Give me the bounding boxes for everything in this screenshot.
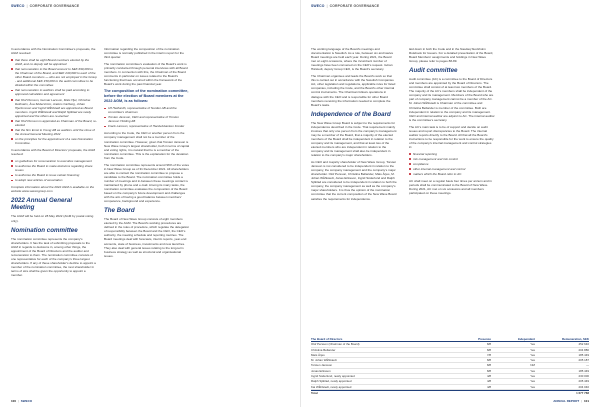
audit-tasks-text: The AC's main task is to be of support and decide on audit issues and report discrepancies to the Board. The internal auditor reports directly to the Board. All that all the Board's instructions to be responsible for the work to ensure the quality of the company's internal management and control strategies in: (409, 124, 494, 149)
list-item: on the principles for the appointment of a new Nomination Committee. (11, 137, 97, 145)
audit-areas-list (409, 152, 495, 176)
code-deviation-text: According to the Code, the CEO or another person from the company management shall not be a member of the nomination committee. However, given that Torsten Jansson is New Wave Group's largest shareholder, both in terms of capital and voting rights, it is natural that he is a member of the nomination committee. This is the explanation for the deviation from the Code. (104, 131, 190, 160)
table-cell: 452 640 (578, 342, 589, 347)
footer-separator: | (18, 398, 19, 403)
footer-report: ANNUAL REPORT (553, 398, 580, 403)
section-title: CORPORATE GOVERNANCE (329, 4, 380, 8)
column-header: Remuneration, SEK (562, 337, 589, 341)
column-header: The Board of Directors (311, 337, 343, 341)
board-proposals-list (11, 159, 97, 182)
list-item: compliance (409, 162, 495, 166)
nomination-committee-heading: Nomination committee (11, 226, 78, 234)
page-header (11, 4, 79, 8)
nomination-votes-text: The nomination committee represents around 96% of the votes in New Wave Group as of 31 December 2021. All shareholders are able to contact the nomination committee to propose a candidate to the Board. The nomination committee holds a number of meetings and in-between these meetings contact is maintained by phone and e-mail. Among its many tasks, the nomination committee evaluates the composition of the Board based on the company's future development and challenges with the aim of having a good balance between members' competence, background and experience. (104, 162, 190, 204)
table-cell: 7/8 (486, 352, 491, 357)
independence-requirements-text: The New Wave Group Board is subject to the requirements for independence described in the Code. That requirement mainly involves that only one person from the company's management may be a member of the Board, that a majority of the elected members of the Board shall be independent in relation to the company and its management, and that at least two of the elected members who are independent in relation to the company and its management shall also be independent in relation to the company's major shareholders. (311, 120, 397, 158)
table-cell: 204 040 (578, 384, 589, 389)
table-cell: 8/8 (486, 358, 491, 363)
table-cell: Yes (530, 374, 535, 379)
table-cell: 204 880 (578, 347, 589, 352)
committee-members-list (104, 106, 190, 128)
table-cell: 4/8 (486, 384, 491, 389)
right-column-2 (409, 47, 589, 198)
nomination-info-text: Information regarding the composition of the nomination committee is normally published in the interim report for the third quarter. (104, 47, 184, 60)
table-cell: Yes (530, 379, 535, 384)
table-cell: M. Johan Wåhlstedt (311, 358, 337, 363)
list-item: that remuneration to the Board amount to SEK 690,000 to the Chairman of the Board, and SEK 230,000 to each of the other Board members — who are not employed in the Group - and additional SEK 150,000 to the audit committee to be divided within the committee (11, 67, 97, 87)
table-total-row (311, 390, 589, 395)
agm-resolutions-list (11, 58, 97, 145)
board-table (311, 337, 589, 395)
table-cell: Kai Wåhlstedt, newly appointed (311, 384, 352, 389)
board-language-text: The working language of the Board's meetings and documentation is Swedish. As a rule, between six and twelve Board meetings are held each year. During 2021, the Board met on eight occasions, where the incumbent number of meetings have been convened on the CEO's request. Göran Härstedt, deputy Group CEO, is the Board's secretary. (311, 47, 394, 72)
table-cell: Jonas Eriksson (311, 368, 331, 373)
table-cell: 8/8 (486, 368, 491, 373)
brand-name: SWECO (11, 4, 25, 8)
table-cell: Christina Bellander (311, 347, 336, 352)
right-page (300, 0, 600, 407)
nomination-evaluation-text: The nomination committee's evaluation of the Board's work is primarily conducted through personal interviews with all Board members. In connection with this, the Chairman of the Board comments in particular on issues related to the Board's functioning that have occurred within the framework of the Board's work during the past financial year. (104, 62, 188, 87)
left-column-1 (11, 47, 97, 280)
list-item: other internal management and control (409, 167, 495, 171)
list-item: Ulf Hedlundh, representative of Nordier AB and the committee's chairman (104, 106, 190, 114)
audit-committee-heading: Audit committee (409, 67, 458, 75)
independence-heading: Independence of the Board (311, 110, 391, 118)
list-item: to authorise the Board to issue certain financing (11, 173, 97, 177)
table-cell: Torsten Jansson (311, 363, 333, 368)
list-item: that remuneration to auditors shall be paid according to approved calculation and agreement (11, 88, 97, 96)
list-item: Frank Larsson, representative of Handelsbanken Fonder (104, 124, 190, 128)
list-item: to authorise the Board to make decisions regarding share issues (11, 164, 97, 172)
left-column-2 (104, 47, 190, 261)
table-cell: Yes (530, 352, 535, 357)
right-column-1 (311, 47, 397, 204)
board-heading: The Board (104, 207, 135, 215)
table-cell: Mats Årjes (311, 352, 325, 357)
header-separator: | (26, 4, 28, 8)
list-item: matters which the Board refer to AC. (409, 172, 495, 176)
table-cell: 185 449 (578, 368, 589, 373)
list-item: that Olof Persson is appointed as Chairman of the Board, re-elected (11, 119, 97, 127)
table-cell: 185 449 (578, 352, 589, 357)
footer-separator: | (581, 398, 582, 403)
list-item: financial reporting (409, 152, 495, 156)
total-value: 1 677 768 (576, 390, 589, 395)
audit-committee-text: Audit committee (AC) is a committee to the Board of Directors and members are appointed by the Board of Directors. The committee shall consist of at least two members of the Board. The majority of the AC's members shall be independent of the company and its management. Members of the Board who are part of company management cannot be a member of the AC. M. Johan Wåhlstedt is Chairman of the committee and Christina Bellander is member of the committee. Both are independent in relation to the company and its management. CEO and internal auditor are adjunct to AC. The internal auditor is the committee's secretary. (409, 77, 495, 122)
list-item: that the firm Ernst & Young AB as auditors until the close of the Annual General Meeting 2022 (11, 128, 97, 136)
list-item: that Olof Persson, Gunnar Larsson, Mats Hjer, Christine Dellmalm, Åsa Söderström, Anders Carlberg, Johan Hjertonsson and Ingrid Wåhlstedt are appointed as Board members. Ingrid Wåhlstedt and Ralph Sjöblad are newly appointed and the others are re-elected (11, 98, 97, 118)
table-cell: 8/8 (486, 363, 491, 368)
table-cell: 4/8 (486, 379, 491, 384)
list-item: to adopt new articles of association (11, 178, 97, 182)
table-cell: 8/8 (486, 342, 491, 347)
table-cell: Yes (530, 342, 535, 347)
agm-2022-text: The AGM will be held on 28 May 2022 (AGM by postal voting only). (11, 214, 94, 223)
independence-assessment-text: As CEO and majority shareholder of New Wave Group, Torsten Jansson is not considered to be independent in relation to the company, the company management and the company's major shareholder. Olof Persson, Christina Bellander, Mats Årjes, M. Johan Wåhlstedt, Jonas Eriksson, Ingrid Söderlund and Ralph Sjöblad are considered to be independent in relation to both the company, the company management as well as the company's major shareholders. It is thus the opinion of the nomination committee that the current composition of the New Wave Board satisfies the requirements for independence. (311, 160, 397, 201)
table-cell: N/Z (530, 363, 535, 368)
board-text: The Board of New Wave Group consists of eight members elected by the AGM. The Board's working procedures are defined in the rules of procedure, which regulate the delegation of responsibility between the Board and the CEO, the CEO's authority, the meeting schedule and reporting routines. The Board meetings deal with forecasts, interim reports, year-end accounts, state of business, investments and new launches. They also deal with general issues relating to the long-term business strategy as well as structural and organisational issues. (104, 217, 190, 258)
board-proposals-intro: In accordance with the Board of Directors' proposals, the AGM resolved: (11, 148, 96, 157)
table-cell: 8/8 (486, 347, 491, 352)
agm-intro: In accordance with the Nomination Committee's proposals, the AGM resolved: (11, 47, 96, 56)
list-item: Torsten Jansson, CEO and representative of Torsten Jansson Holding AB (104, 115, 190, 123)
column-header: Presence (478, 337, 491, 341)
table-cell: 230 000 (578, 374, 589, 379)
page-header (311, 4, 379, 8)
table-cell: 205 449 (578, 379, 589, 384)
table-cell: 205 187 (578, 358, 589, 363)
table-cell: Olof Persson (Chairman of the Board) (311, 342, 360, 347)
page-number: 100 (11, 398, 17, 403)
page-number: 101 (583, 398, 589, 403)
page-footer (553, 399, 589, 403)
chairman-role-text: The Chairman organises and leads the Board's work so that this is carried out in accordance with the Swedish Companies Act, other legislation and regulations, applicable rules for listed companies, including the Code, and the Board's other internal control instruments. The Chairman follows operations in dialogue with the CEO and is responsible for other Board members receiving the information needed to complete the Board's tasks. (311, 74, 396, 107)
nomination-committee-text: The nomination committee represents the company's shareholders. It has the task of submitting proposals to the AGM in regards to decisions in, among other things, the appointment of the Board of Directors and the auditor and remuneration to them. The nomination committee consists of one representative for each of the company's three largest shareholders. If any of these shareholder's decline to appoint a member of the nomination committee, the next shareholder in terms of size shall be given the opportunity to appoint a member. (11, 236, 96, 277)
composition-heading: The composition of the nomination committee, before the election of Board members at the 2022 AGM, is as follows: (104, 89, 189, 103)
brand-name: SWECO (311, 4, 325, 8)
table-cell: Ingrid Söderlund, newly appointed (311, 374, 355, 379)
table-cell: Yes (530, 368, 535, 373)
table-cell: 4/8 (486, 374, 491, 379)
column-header: Independent (517, 337, 535, 341)
header-separator: | (326, 4, 328, 8)
total-label: Total (311, 390, 318, 395)
audit-meetings-text: AC shall meet on a regular basis four times per annum and in periods shall be communicated to the Board of New Wave. During 2021, AC met on six occasions and all members participated on these meetings. (409, 179, 492, 196)
list-item: on guidelines for remuneration to executive management (11, 159, 97, 163)
list-item: risk management and risk control (409, 157, 495, 161)
list-item: that there shall be eight Board members elected by the AGM, and no deputy will be appointed (11, 58, 97, 66)
table-cell: Yes (530, 384, 535, 389)
table-cell: Yes (530, 358, 535, 363)
page-footer (11, 399, 32, 403)
table-cell: — (586, 363, 589, 368)
section-title: CORPORATE GOVERNANCE (29, 4, 80, 8)
agm-info-note: Complete information about the 2022 AGM is available on the website www.swecogroup.com (11, 185, 95, 194)
table-cell: Yes (530, 347, 535, 352)
footer-brand: SWECO (20, 398, 33, 403)
agm-2022-heading: 2022 Annual General Meeting (11, 197, 72, 212)
table-cell: Ralph Sjöblad, newly appointed (311, 379, 352, 384)
independence-continued-text: laid down in both the Code and in the Nasdaq Stockholm Rulebook for Issuers. For a detailed presentation of the Board, Board Members' assignments and holdings in New Wave Group, please refer to pages 88-89. (409, 47, 494, 64)
